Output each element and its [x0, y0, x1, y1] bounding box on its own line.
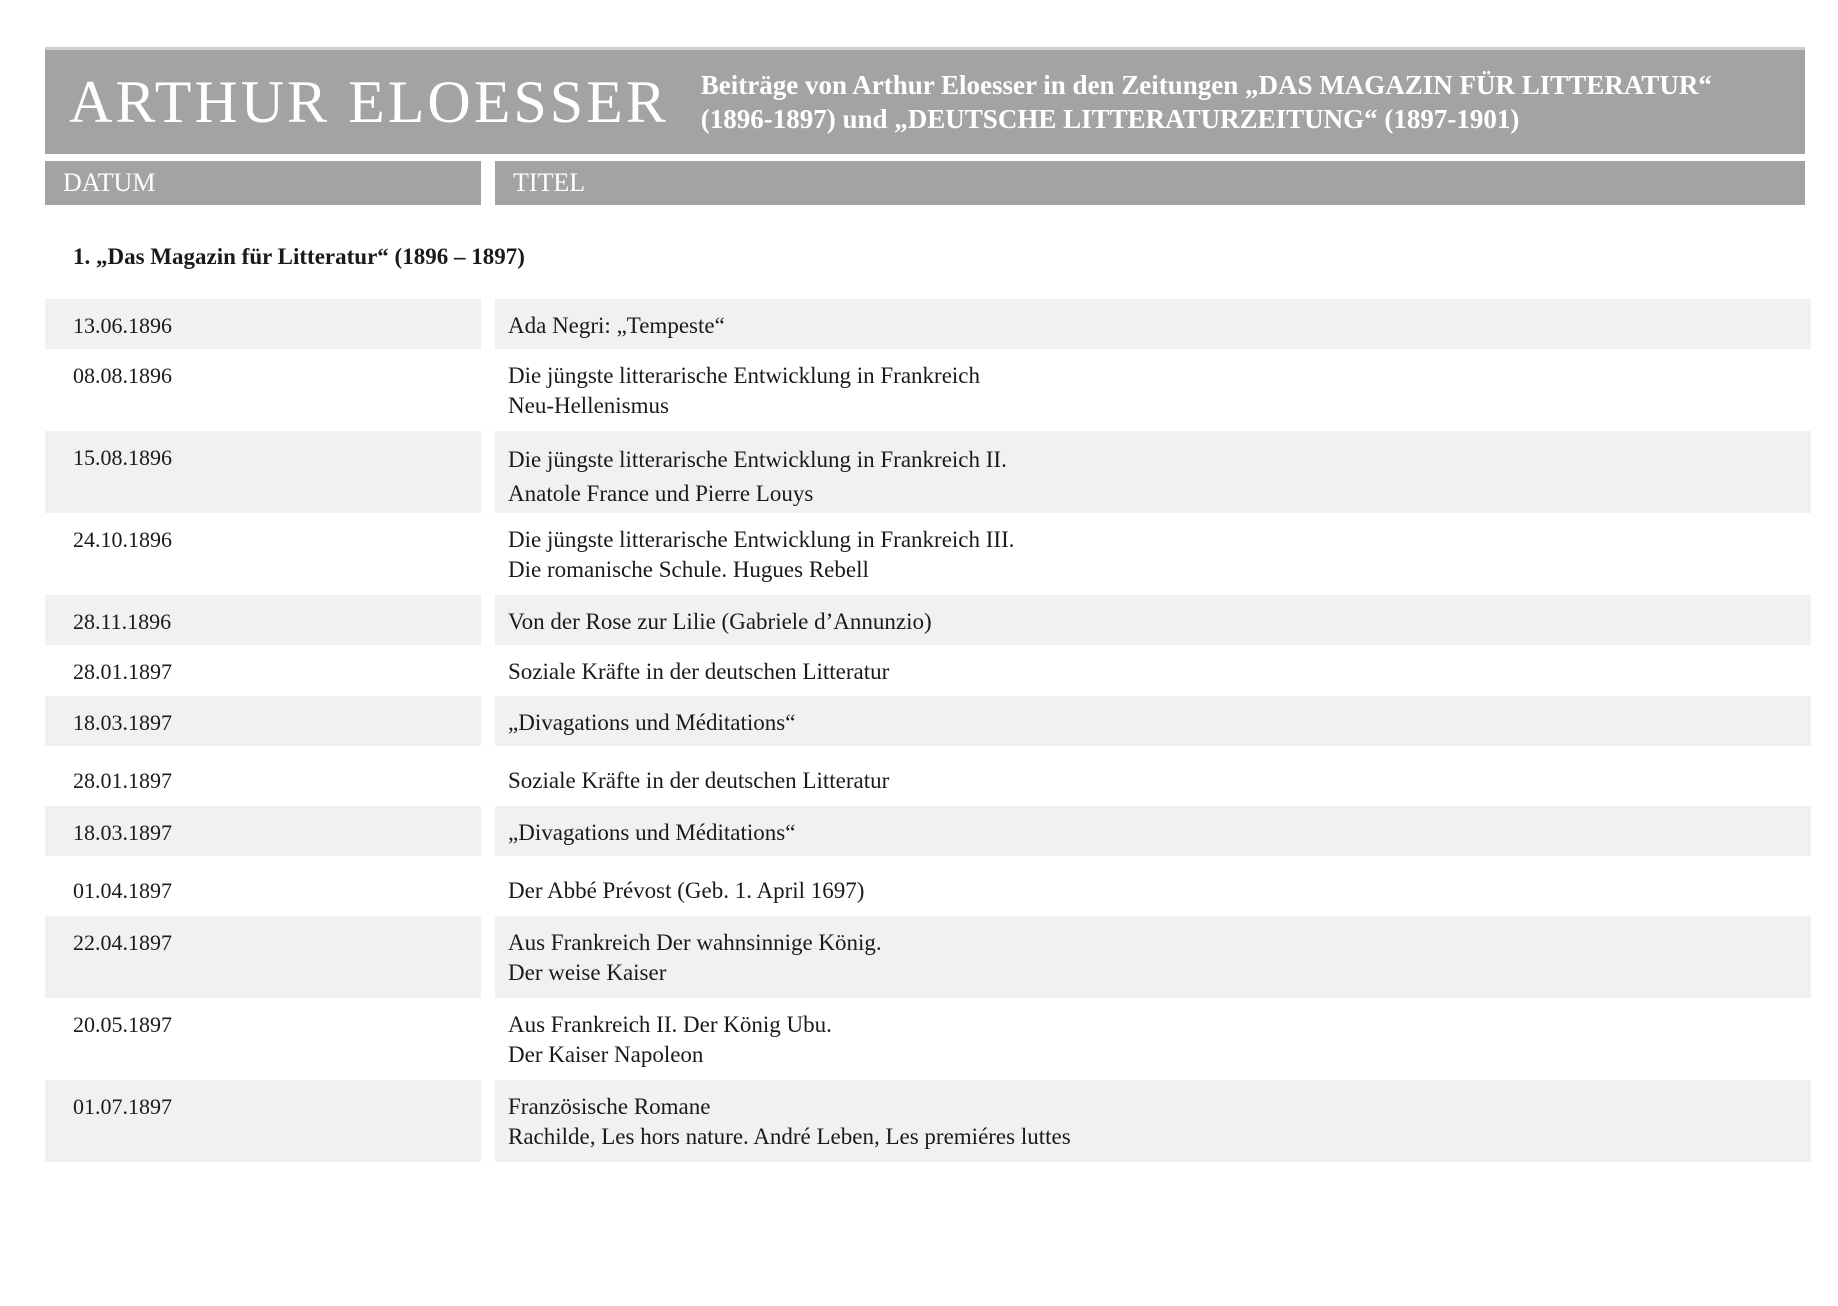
title-line: „Divagations und Méditations“	[508, 820, 796, 845]
title-line: Französische Romane	[508, 1094, 711, 1119]
subtitle-line-2: (1896-1897) und „DEUTSCHE LITTERATURZEITUNG“ (1897-1901)	[700, 104, 1520, 134]
date-cell: 18.03.1897	[45, 806, 481, 856]
document-subtitle	[701, 68, 1712, 136]
title-cell	[495, 746, 1811, 806]
title-line-2: Der Kaiser Napoleon	[508, 1042, 704, 1067]
table-row	[45, 1080, 1811, 1162]
title-cell	[495, 856, 1811, 916]
date-cell: 24.10.1896	[73, 527, 172, 552]
title-line-2: Anatole France und Pierre Louys	[508, 481, 814, 506]
date-cell: 20.05.1897	[73, 1012, 172, 1037]
date-cell: 15.08.1896	[45, 431, 481, 513]
title-cell	[495, 645, 1811, 696]
subtitle-line-1: Beiträge von Arthur Eloesser in den Zeitungen „DAS MAGAZIN FÜR LITTERATUR“	[700, 70, 1712, 100]
title-cell	[495, 349, 1811, 431]
date-cell: 22.04.1897	[45, 916, 481, 998]
date-cell: 28.11.1896	[45, 595, 481, 645]
table-row	[45, 746, 1811, 806]
title-line: Die jüngste litterarische Entwicklung in Frankreich III.	[508, 527, 1015, 552]
title-line: Soziale Kräfte in der deutschen Litteratur	[508, 768, 890, 793]
date-cell: 01.07.1897	[45, 1080, 481, 1162]
title-line: Der Abbé Prévost (Geb. 1. April 1697)	[508, 878, 865, 903]
date-cell: 28.01.1897	[73, 768, 172, 793]
table-row	[45, 299, 1811, 349]
column-header-datum: DATUM	[45, 161, 481, 205]
table-row	[45, 595, 1811, 645]
title-line: „Divagations und Méditations“	[508, 710, 796, 735]
column-header-titel: TITEL	[495, 161, 1805, 205]
date-cell: 18.03.1897	[45, 696, 481, 746]
header-band	[45, 47, 1805, 154]
title-cell	[495, 513, 1811, 595]
title-line: Von der Rose zur Lilie (Gabriele d’Annunzio)	[508, 609, 932, 634]
title-cell	[495, 806, 1811, 856]
title-cell	[495, 595, 1811, 645]
title-line: Ada Negri: „Tempeste“	[508, 313, 725, 338]
table-row	[45, 645, 1811, 696]
table-row	[45, 349, 1811, 431]
title-line: Die jüngste litterarische Entwicklung in Frankreich	[508, 363, 981, 388]
table-row	[45, 916, 1811, 998]
title-line: Soziale Kräfte in der deutschen Litteratur	[508, 659, 890, 684]
title-line: Aus Frankreich Der wahnsinnige König.	[508, 930, 882, 955]
title-line: Die jüngste litterarische Entwicklung in Frankreich II.	[508, 447, 1007, 472]
title-cell	[495, 431, 1811, 513]
table-row	[45, 513, 1811, 595]
section-heading: 1. „Das Magazin für Litteratur“ (1896 – 1897)	[73, 244, 525, 269]
title-cell	[495, 1080, 1811, 1162]
title-line: Aus Frankreich II. Der König Ubu.	[508, 1012, 832, 1037]
table-row	[45, 806, 1811, 856]
date-cell: 08.08.1896	[73, 363, 172, 388]
title-line-2: Rachilde, Les hors nature. André Leben, Les premiéres luttes	[508, 1124, 1071, 1149]
title-cell	[495, 299, 1811, 349]
title-line-2: Neu-Hellenismus	[508, 393, 669, 418]
title-cell	[495, 696, 1811, 746]
title-cell	[495, 916, 1811, 998]
title-cell	[495, 998, 1811, 1080]
date-cell: 01.04.1897	[73, 878, 172, 903]
document-title: ARTHUR ELOESSER	[69, 69, 669, 135]
title-line-2: Die romanische Schule. Hugues Rebell	[508, 557, 869, 582]
date-cell: 28.01.1897	[73, 659, 172, 684]
table-row	[45, 998, 1811, 1080]
table-row	[45, 431, 1811, 513]
table-row	[45, 856, 1811, 916]
table-row	[45, 696, 1811, 746]
date-cell: 13.06.1896	[45, 299, 481, 349]
title-line-2: Der weise Kaiser	[508, 960, 667, 985]
